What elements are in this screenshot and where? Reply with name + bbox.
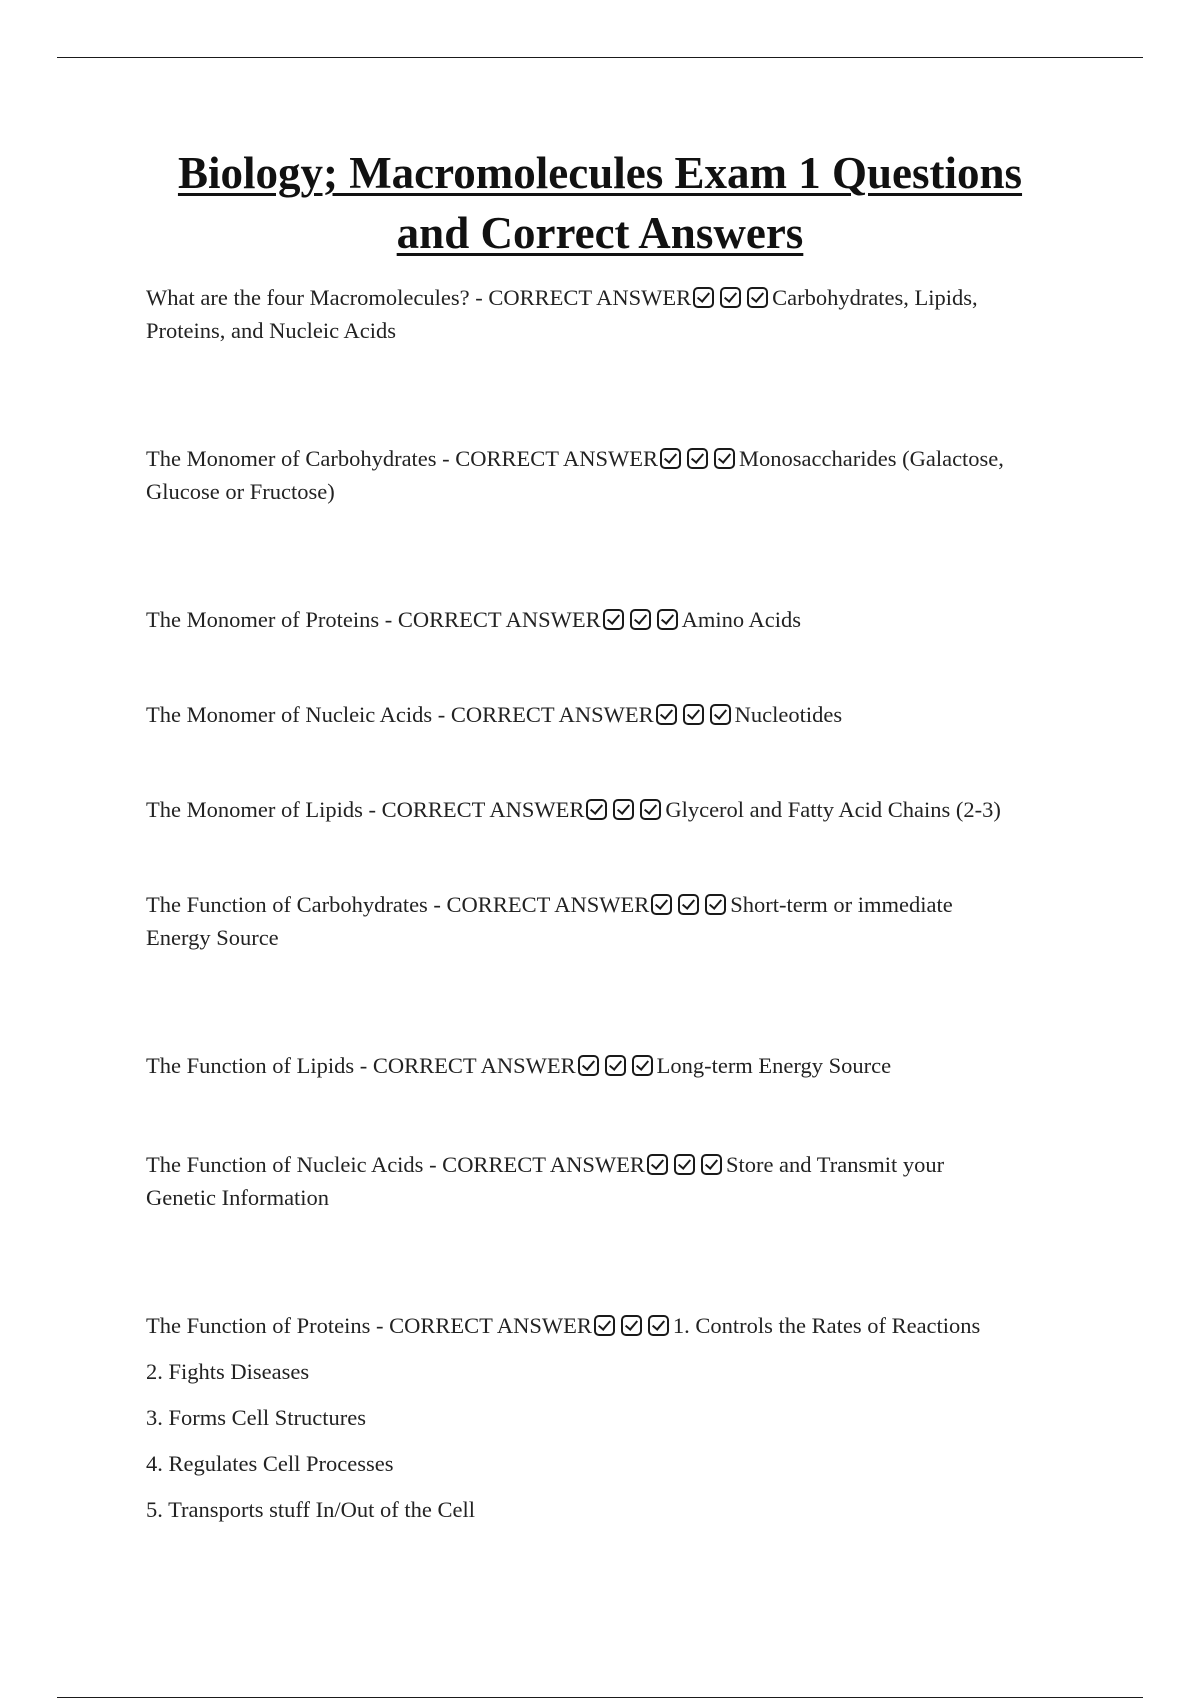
checkbox-checked-icon bbox=[660, 448, 681, 469]
checkbox-checked-icon bbox=[651, 894, 672, 915]
spacer bbox=[146, 508, 1091, 603]
question-text: The Function of Nucleic Acids - CORRECT ANSWER bbox=[146, 1152, 645, 1177]
question-text: The Monomer of Proteins - CORRECT ANSWER bbox=[146, 607, 601, 632]
answer-continuation: Glucose or Fructose) bbox=[146, 479, 335, 504]
qa-line bbox=[146, 281, 1091, 314]
bottom-rule bbox=[57, 1697, 1143, 1698]
qa-line bbox=[146, 1309, 1091, 1342]
qa-line bbox=[146, 698, 1091, 731]
checkbox-checked-icon bbox=[632, 1055, 653, 1076]
qa-line bbox=[146, 603, 1091, 636]
checkbox-checked-icon bbox=[603, 609, 624, 630]
qa-item bbox=[146, 281, 1091, 347]
qa-line bbox=[146, 793, 1091, 826]
checkbox-checked-icon bbox=[640, 799, 661, 820]
answer-continuation: Energy Source bbox=[146, 925, 279, 950]
checkbox-checked-icon bbox=[586, 799, 607, 820]
checkbox-checked-icon bbox=[678, 894, 699, 915]
answer-text: Long-term Energy Source bbox=[656, 1053, 892, 1078]
checkbox-checked-icon bbox=[605, 1055, 626, 1076]
qa-item bbox=[146, 442, 1091, 508]
answer-text: Amino Acids bbox=[681, 607, 801, 632]
question-text: The Function of Carbohydrates - CORRECT ANSWER bbox=[146, 892, 650, 917]
top-rule bbox=[57, 57, 1143, 58]
list-item: 3. Forms Cell Structures bbox=[146, 1405, 366, 1430]
answer-text: 1. Controls the Rates of Reactions bbox=[672, 1313, 981, 1338]
qa-line bbox=[146, 442, 1091, 475]
checkbox-checked-icon bbox=[648, 1315, 669, 1336]
question-text: The Monomer of Carbohydrates - CORRECT ANSWER bbox=[146, 446, 659, 471]
checkbox-checked-icon bbox=[656, 704, 677, 725]
checkbox-checked-icon bbox=[714, 448, 735, 469]
answer-continuation: Genetic Information bbox=[146, 1185, 330, 1210]
title-line-2: and Correct Answers bbox=[396, 208, 804, 258]
answer-text: Carbohydrates, Lipids, bbox=[772, 285, 978, 310]
checkbox-checked-icon bbox=[710, 704, 731, 725]
list-item: 5. Transports stuff In/Out of the Cell bbox=[146, 1497, 475, 1522]
question-text: The Monomer of Lipids - CORRECT ANSWER bbox=[146, 797, 585, 822]
spacer bbox=[146, 636, 1091, 698]
question-text: What are the four Macromolecules? - CORRECT ANSWER bbox=[146, 285, 692, 310]
answer-continuation: Proteins, and Nucleic Acids bbox=[146, 318, 396, 343]
checkbox-checked-icon bbox=[647, 1154, 668, 1175]
list-item: 2. Fights Diseases bbox=[146, 1359, 310, 1384]
spacer bbox=[146, 826, 1091, 888]
question-text: The Function of Lipids - CORRECT ANSWER bbox=[146, 1053, 576, 1078]
checkbox-checked-icon bbox=[674, 1154, 695, 1175]
answer-text: Nucleotides bbox=[734, 702, 843, 727]
spacer bbox=[146, 1214, 1091, 1309]
spacer bbox=[146, 347, 1091, 442]
answer-text: Glycerol and Fatty Acid Chains (2-3) bbox=[665, 797, 1001, 822]
qa-item bbox=[146, 603, 1091, 636]
checkbox-checked-icon bbox=[683, 704, 704, 725]
qa-item bbox=[146, 888, 1091, 954]
qa-item bbox=[146, 698, 1091, 731]
qa-list bbox=[146, 281, 1091, 1526]
qa-item bbox=[146, 1309, 1091, 1526]
checkbox-checked-icon bbox=[687, 448, 708, 469]
title-line-1: Biology; Macromolecules Exam 1 Questions bbox=[177, 148, 1023, 198]
checkbox-checked-icon bbox=[630, 609, 651, 630]
checkbox-checked-icon bbox=[578, 1055, 599, 1076]
qa-line bbox=[146, 1148, 1091, 1181]
spacer bbox=[146, 954, 1091, 1049]
qa-item bbox=[146, 793, 1091, 826]
answer-text: Store and Transmit your bbox=[725, 1152, 945, 1177]
checkbox-checked-icon bbox=[594, 1315, 615, 1336]
answer-text: Monosaccharides (Galactose, bbox=[739, 446, 1004, 471]
answer-text: Short-term or immediate bbox=[730, 892, 953, 917]
question-text: The Monomer of Nucleic Acids - CORRECT ANSWER bbox=[146, 702, 654, 727]
checkbox-checked-icon bbox=[657, 609, 678, 630]
checkbox-checked-icon bbox=[621, 1315, 642, 1336]
checkbox-checked-icon bbox=[613, 799, 634, 820]
checkbox-checked-icon bbox=[720, 287, 741, 308]
checkbox-checked-icon bbox=[693, 287, 714, 308]
qa-item bbox=[146, 1049, 1091, 1082]
list-item: 4. Regulates Cell Processes bbox=[146, 1451, 394, 1476]
checkbox-checked-icon bbox=[701, 1154, 722, 1175]
qa-line bbox=[146, 888, 1091, 921]
qa-item bbox=[146, 1148, 1091, 1214]
question-text: The Function of Proteins - CORRECT ANSWER bbox=[146, 1313, 592, 1338]
checkbox-checked-icon bbox=[747, 287, 768, 308]
checkbox-checked-icon bbox=[705, 894, 726, 915]
qa-line bbox=[146, 1049, 1091, 1082]
document-title bbox=[100, 143, 1100, 263]
spacer bbox=[146, 731, 1091, 793]
spacer bbox=[146, 1082, 1091, 1148]
